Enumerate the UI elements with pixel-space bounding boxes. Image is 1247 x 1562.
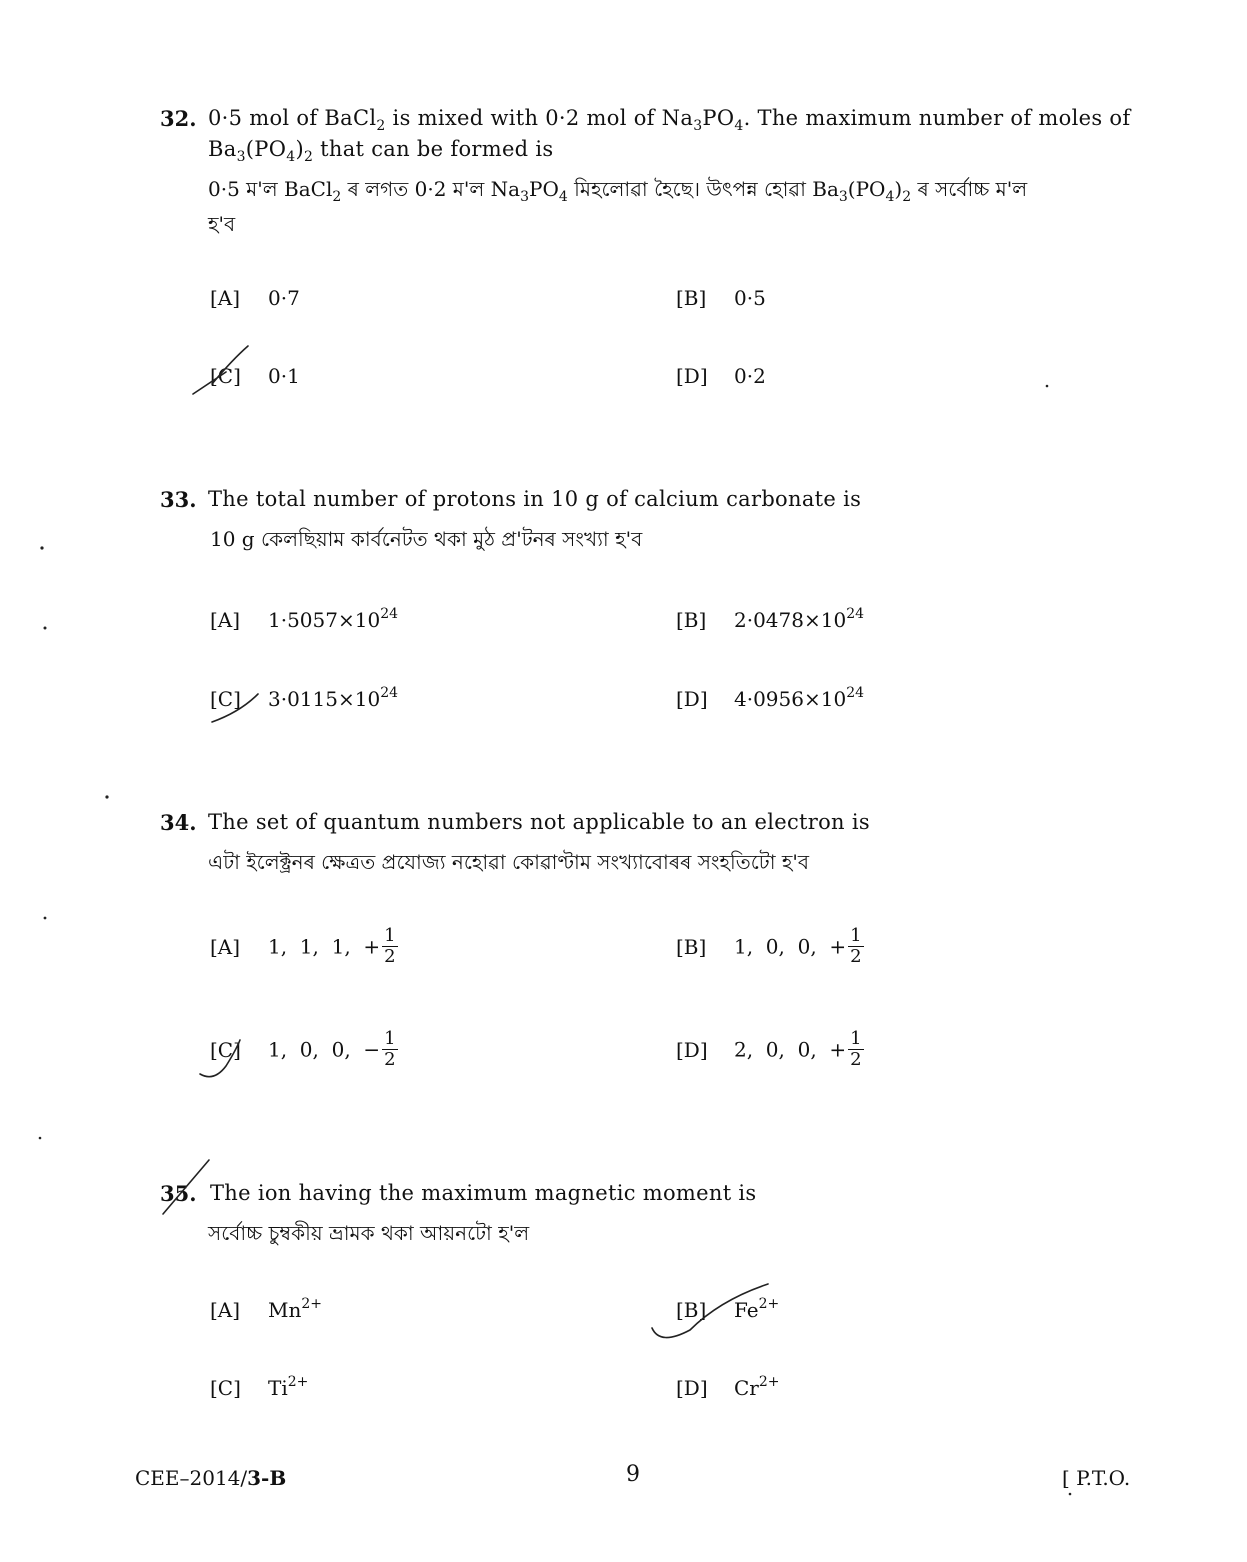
question-text-assamese-line2: হ'ব [208,212,236,236]
question-text-english-line2: $Ba_3(PO_4)_2$ that can be formed is [208,137,554,165]
speck [105,795,108,798]
question-number: 33. [160,487,197,512]
speck [1069,1493,1072,1496]
pto-label: [ P.T.O. [1062,1466,1131,1490]
option-label: [A] [210,286,241,310]
option-label: [C] [210,364,241,388]
question-number: 35. [160,1181,197,1206]
option-label: [C] [210,1376,241,1400]
option-a[interactable]: [A] 1, 1, 1, + $\frac{1}{2}$ [210,925,396,967]
question-text-assamese: এটা ইলেক্ট্ৰনৰ ক্ষেত্ৰত প্ৰযোজ্য নহোৱা কোৱাণ্টাম সংখ্যাবোৰৰ সংহতিটো হ'ব [208,850,809,874]
option-value: 0·5 [734,286,766,310]
speck [44,627,47,630]
option-b[interactable]: [B] $2\cdot 0478\times 10^{24}$ [676,606,865,632]
question-number: 32. [160,106,197,131]
question-number: 34. [160,810,197,835]
speck [1046,385,1049,388]
page-number: 9 [626,1462,640,1487]
option-c[interactable] [210,364,300,388]
footer-paper-code: CEE–2014/3-B [135,1466,287,1490]
option-label: [C] [210,1037,241,1062]
speck [44,917,47,920]
option-label: [A] [210,1298,241,1322]
option-d[interactable]: [D] $Cr^{2+}$ [676,1374,780,1400]
option-a[interactable] [210,286,300,310]
option-label: [A] [210,934,241,959]
option-a[interactable]: [A] $Mn^{2+}$ [210,1296,322,1322]
option-c[interactable]: [C] $3\cdot 0115\times 10^{24}$ [210,685,399,711]
option-label: [D] [676,1037,708,1062]
question-text-assamese-line1: 0·5 ম'ল BaCl$_2$ ৰ লগত 0·2 ম'ল $Na_3PO_4$ মিহলোৱা হৈছে। উৎপন্ন হোৱা $Ba_3(PO_4)_2$ ৰ সৰ্বোচ্চ ম'ল [208,177,1028,205]
option-label: [A] [210,608,241,632]
option-label: [D] [676,364,708,388]
question-text-english-line1: 0·5 mol of BaCl$_2$ is mixed with 0·2 mol of $Na_3PO_4$. The maximum number of moles of [208,106,1131,134]
option-label: [B] [676,286,707,310]
speck [39,1137,42,1140]
option-d[interactable]: [D] 2, 0, 0, + $\frac{1}{2}$ [676,1028,862,1070]
question-text-assamese: সৰ্বোচ্চ চুম্বকীয় ভ্ৰামক থকা আয়নটো হ'ল [208,1221,530,1245]
option-value: 0·1 [268,364,300,388]
option-label: [B] [676,1298,707,1322]
option-d[interactable]: [D] $4\cdot 0956\times 10^{24}$ [676,685,865,711]
option-b[interactable]: [B] $Fe^{2+}$ [676,1296,780,1322]
option-b[interactable] [676,286,766,310]
option-d[interactable] [676,364,766,388]
question-text-english: The set of quantum numbers not applicable to an electron is [208,810,870,834]
option-label: [D] [676,1376,708,1400]
option-label: [D] [676,687,708,711]
option-a[interactable]: [A] $1\cdot 5057\times 10^{24}$ [210,606,399,632]
option-label: [B] [676,934,707,959]
option-c[interactable]: [C] 1, 0, 0, − $\frac{1}{2}$ [210,1028,396,1070]
speck [40,546,43,549]
question-text-english: The ion having the maximum magnetic moment is [210,1181,757,1205]
option-label: [C] [210,687,241,711]
option-value: 0·2 [734,364,766,388]
option-b[interactable]: [B] 1, 0, 0, + $\frac{1}{2}$ [676,925,862,967]
option-label: [B] [676,608,707,632]
question-text-assamese: 10 g কেলছিয়াম কাৰ্বনেটত থকা মুঠ প্ৰ'টনৰ সংখ্যা হ'ব [210,527,643,551]
option-value: 0·7 [268,286,300,310]
question-text-english: The total number of protons in 10 g of calcium carbonate is [208,487,862,511]
option-c[interactable]: [C] $Ti^{2+}$ [210,1374,309,1400]
